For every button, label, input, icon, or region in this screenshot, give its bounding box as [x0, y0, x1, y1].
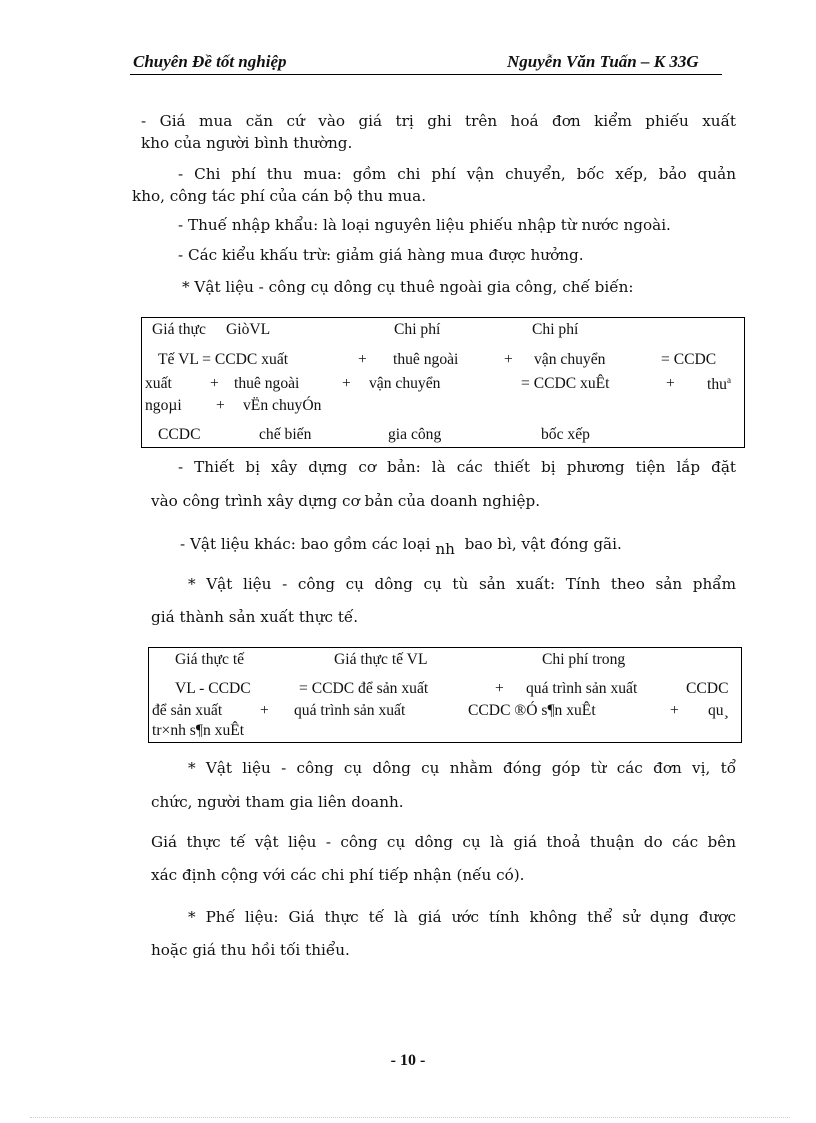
formula-term: quá trình sản xuất — [294, 702, 406, 719]
header-rule — [130, 74, 722, 75]
formula-label: Chi phí — [394, 321, 441, 338]
paragraph-deductions: - Các kiểu khấu trừ: giảm giá hàng mua được hưởng. — [178, 246, 584, 264]
paragraph-purchase-cost: - Chi phí thu mua: gồm chi phí vận chuyển, bốc xếp, bảo quản — [178, 165, 736, 183]
formula-term: quá trình sản xuất — [526, 680, 638, 697]
formula-label: chế biến — [259, 426, 312, 443]
page-number: - 10 - — [390, 1052, 426, 1069]
formula-term: vận chuyển — [369, 375, 441, 392]
paragraph-construction-equipment-cont: vào công trình xây dựng cơ bản của doanh nghiệp. — [151, 492, 541, 510]
formula-operator: + — [670, 702, 679, 719]
formula-term: CCDC — [686, 680, 729, 697]
paragraph-contributed-price: Giá thực tế vật liệu - công cụ dông cụ là giá thoả thuận do các bên — [151, 833, 736, 851]
formula-term: CCDC ®Ó s¶n xuÊt — [468, 702, 596, 719]
formula-term: VL - CCDC — [175, 680, 251, 697]
formula-term: Tế VL = CCDC xuất — [158, 351, 289, 368]
formula-term: = CCDC để sản xuất — [299, 680, 429, 697]
formula-operator: + — [504, 351, 513, 368]
formula-term: tr×nh s¶n xuÊt — [152, 722, 245, 739]
formula-term: xuất — [145, 375, 172, 392]
formula-label: CCDC — [158, 426, 201, 443]
paragraph-contributed-cont: chức, người tham gia liên doanh. — [151, 793, 404, 811]
formula-term: vận chuyển — [534, 351, 606, 368]
paragraph-outsourced-heading: * Vật liệu - công cụ dông cụ thuê ngoài gia công, chế biến: — [182, 278, 634, 296]
formula-term: thuê ngoài — [234, 375, 300, 392]
formula-term: thuê ngoài — [393, 351, 459, 368]
formula-box-self-produced — [148, 647, 742, 743]
page-bottom-divider — [30, 1117, 790, 1118]
formula-label: Chi phí — [532, 321, 579, 338]
paragraph-construction-equipment: - Thiết bị xây dựng cơ bản: là các thiết bị phương tiện lắp đặt — [178, 458, 736, 476]
formula-label: GiòVL — [226, 321, 271, 338]
formula-term: ngoµi — [145, 397, 182, 414]
header-author: Nguyễn Văn Tuấn – K 33G — [507, 52, 699, 71]
formula-label: Giá thực — [152, 321, 206, 338]
paragraph-self-produced-cont: giá thành sản xuất thực tế. — [151, 608, 359, 626]
formula-label: bốc xếp — [541, 426, 590, 443]
paragraph-contributed: * Vật liệu - công cụ dông cụ nhằm đóng góp từ các đơn vị, tổ — [188, 759, 736, 777]
formula-label: Giá thực tế — [175, 651, 245, 668]
formula-term: để sản xuất — [152, 702, 223, 719]
formula-operator: + — [210, 375, 219, 392]
formula-term: vËn chuyÓn — [243, 397, 322, 414]
paragraph-scrap-cont: hoặc giá thu hồi tối thiểu. — [151, 941, 350, 959]
paragraph-contributed-price-cont: xác định cộng với các chi phí tiếp nhận (nếu có). — [151, 866, 525, 884]
paragraph-other-materials: - Vật liệu khác: bao gồm các loại nh bao bì, vật đóng gãi. — [180, 535, 622, 558]
formula-operator: + — [216, 397, 225, 414]
paragraph-purchase-cost-cont: kho, công tác phí của cán bộ thu mua. — [132, 187, 427, 205]
paragraph-scrap: * Phế liệu: Giá thực tế là giá ước tính không thể sử dụng được — [188, 908, 736, 926]
paragraph-import-tax: - Thuế nhập khẩu: là loại nguyên liệu phiếu nhập từ nước ngoài. — [178, 216, 671, 234]
formula-operator: + — [358, 351, 367, 368]
formula-term: thu$^a$ — [707, 375, 731, 394]
formula-label: Giá thực tế VL — [334, 651, 428, 668]
paragraph-purchase-price-cont: kho của người bình thường. — [141, 134, 353, 152]
formula-operator: + — [666, 375, 675, 392]
formula-label: Chi phí trong — [542, 651, 626, 668]
paragraph-purchase-price: - Giá mua căn cứ vào giá trị ghi trên hoá đơn kiểm phiếu xuất — [141, 112, 736, 130]
header-title: Chuyên Đề tốt nghiệp — [133, 52, 287, 71]
paragraph-self-produced: * Vật liệu - công cụ dông cụ tù sản xuất: Tính theo sản phẩm — [188, 575, 736, 593]
formula-term: qu¸ — [708, 702, 729, 719]
formula-box-outsourced — [141, 317, 745, 448]
formula-label: gia công — [388, 426, 442, 443]
formula-term: = CCDC xuÊt — [521, 375, 610, 392]
formula-operator: + — [260, 702, 269, 719]
formula-term: = CCDC — [661, 351, 717, 368]
formula-operator: + — [495, 680, 504, 697]
formula-operator: + — [342, 375, 351, 392]
